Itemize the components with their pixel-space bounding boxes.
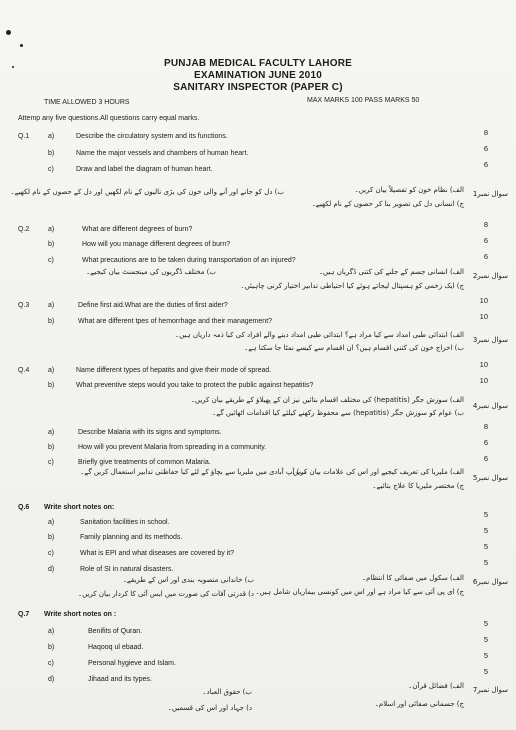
part-letter: c)	[48, 459, 54, 466]
part-letter: b)	[48, 444, 55, 451]
question-number: Q.1	[18, 133, 30, 140]
question-text: Define first aid.What are the duties of first aider?	[78, 302, 228, 309]
part-letter: a)	[48, 429, 55, 436]
marks: 5	[483, 526, 488, 535]
question-number: Q.3	[18, 302, 30, 309]
marks: 6	[483, 252, 488, 261]
question-text: Name the major vessels and chambers of human heart.	[76, 150, 249, 157]
paper-title: SANITARY INSPECTOR (PAPER C)	[173, 82, 343, 93]
marks: 8	[483, 128, 488, 137]
urdu-question-label: سوال نمبر4	[472, 402, 508, 410]
marks: 6	[483, 438, 488, 447]
part-letter: c)	[48, 257, 54, 264]
question-text: Jihaad and its types.	[88, 676, 152, 683]
marks: 8	[483, 220, 488, 229]
time-allowed: TIME ALLOWED 3 HOURS	[44, 99, 130, 106]
urdu-question-label: سوال نمبر3	[472, 336, 508, 344]
question-text: Haqooq ul ebaad.	[88, 644, 144, 651]
question-text: Role of SI in natural disasters.	[80, 566, 174, 573]
institution-title: PUNJAB MEDICAL FACULTY LAHORE	[163, 58, 353, 69]
urdu-question-text: ج) ایک زخمی کو ہسپتال لیجاتے ہوئے کیا احتیاطی تدابیر اختیار کرنی چاہیئں۔	[240, 282, 464, 290]
part-letter: c)	[48, 550, 54, 557]
urdu-question-text: د) قدرتی آفات کی صورت میں ایس آئی کا کردار بیان کریں۔	[78, 590, 254, 598]
marks: 5	[483, 651, 488, 660]
exam-title: EXAMINATION JUNE 2010	[194, 70, 322, 81]
urdu-question-label: سوال نمبر6	[472, 578, 508, 586]
question-text: Briefly give treatments of common Malaria.	[78, 459, 211, 466]
marks: 6	[483, 144, 488, 153]
question-text: Draw and label the diagram of human heart.	[76, 166, 213, 173]
marks: 6	[483, 236, 488, 245]
question-number: Q.4	[18, 367, 30, 374]
instructions: Attemp any five questions.All questions carry equal marks.	[18, 115, 200, 122]
urdu-question-label: سوال نمبر7	[472, 686, 508, 694]
marks: 5	[483, 619, 488, 628]
part-letter: a)	[48, 628, 55, 635]
marks: 10	[479, 296, 488, 305]
section-title: Write short notes on :	[44, 611, 117, 618]
question-text: How will you manage different degrees of burn?	[82, 241, 231, 248]
question-text: Describe the circulatory system and its functions.	[76, 133, 228, 140]
question-text: What are different degrees of burn?	[82, 226, 193, 233]
part-letter: a)	[48, 226, 55, 233]
urdu-question-text: الف) سوزش جگر (hepatitis) کی مختلف اقسام بتائیں نیز ان کے پھیلاؤ کے طریقے بیان کریں۔	[190, 396, 464, 404]
part-letter: b)	[48, 382, 55, 389]
marks: 10	[479, 360, 488, 369]
urdu-question-text: الف) فضائل قرآن۔	[408, 682, 464, 690]
marks: 10	[479, 376, 488, 385]
question-text: What preventive steps would you take to protect the public against hepatitis?	[76, 382, 314, 389]
marks: 5	[483, 510, 488, 519]
part-letter: b)	[48, 150, 55, 157]
part-letter: a)	[48, 519, 55, 526]
urdu-question-text: ب) مختلف ڈگریوں کی مینجمنٹ بیان کیجیے۔	[86, 268, 216, 276]
marks: 5	[483, 667, 488, 676]
marks: 8	[483, 422, 488, 431]
part-letter: b)	[48, 644, 55, 651]
question-text: Describe Malaria with its signs and symptoms.	[78, 429, 222, 436]
question-text: What precautions are to be taken during transportation of an injured?	[82, 257, 296, 264]
marks: 5	[483, 558, 488, 567]
part-letter: b)	[48, 318, 55, 325]
part-letter: b)	[48, 241, 55, 248]
part-letter: d)	[48, 676, 55, 683]
question-number: Q.6	[18, 504, 30, 511]
question-text: Name different types of hepatits and give their mode of spread.	[76, 367, 272, 374]
part-letter: d)	[48, 566, 55, 573]
urdu-question-text: د) جہاد اور اس کی قسمیں۔	[167, 704, 252, 712]
urdu-question-label: سوال نمبر1	[472, 190, 508, 198]
scan-speck	[6, 30, 11, 35]
question-text: Family planning and its methods.	[80, 534, 183, 541]
section-title: Write short notes on:	[44, 504, 115, 511]
max-marks: MAX MARKS 100 PASS MARKS 50	[307, 97, 420, 104]
marks: 6	[483, 454, 488, 463]
urdu-question-text: الف) ملیریا کی تعریف کیجیے اور اس کی علامات بیان کریں۔	[288, 468, 464, 476]
urdu-question-text: ج) جسمانی صفائی اور اسلام۔	[374, 700, 464, 708]
part-letter: a)	[48, 302, 55, 309]
urdu-question-text: ب) آپ آبادی میں ملیریا سے بچاؤ کے لئے کیا حفاظتی تدابیر استعمال کریں گے۔	[80, 468, 306, 476]
question-number: Q.2	[18, 226, 30, 233]
question-text: Sanitation facilities in school.	[80, 519, 170, 526]
part-letter: a)	[48, 133, 55, 140]
urdu-question-text: الف) نظام خون کو تفصیلاً بیان کریں۔	[354, 186, 464, 194]
question-text: Benifits of Quran.	[88, 628, 143, 635]
part-letter: a)	[48, 367, 55, 374]
marks: 5	[483, 635, 488, 644]
urdu-question-text: ج) انسانی دل کی تصویر بنا کر حصوں کے نام لکھیے۔	[311, 200, 464, 208]
urdu-question-label: سوال نمبر2	[472, 272, 508, 280]
urdu-question-text: ب) خاندانی منصوبہ بندی اور اس کے طریقے۔	[122, 576, 254, 584]
question-text: What are different tpes of hemorrhage and their management?	[78, 318, 273, 325]
urdu-question-text: ب) عوام کو سوزش جگر (hepatitis) سے محفوظ رکھنے کیلئے کیا اقدامات اٹھائیں گے۔	[212, 409, 464, 417]
urdu-question-label: سوال نمبر5	[472, 474, 508, 482]
part-letter: c)	[48, 166, 54, 173]
question-text: What is EPI and what diseases are covered by it?	[80, 550, 235, 557]
urdu-question-text: ب) دل کو جانے اور آنے والی خون کی بڑی نالیوں کے نام لکھیں اور دل کے حصوں کے نام لکھیے۔	[10, 188, 284, 196]
marks: 6	[483, 160, 488, 169]
urdu-question-text: ج) مختصر ملیریا کا علاج بتائیے۔	[372, 482, 464, 490]
marks: 5	[483, 542, 488, 551]
question-number: Q.7	[18, 611, 30, 618]
urdu-question-text: ب) اخراج خون کی کتنی اقسام ہیں؟ ان اقسام سے کیسے نمٹا جا سکتا ہے۔	[244, 344, 464, 352]
part-letter: c)	[48, 660, 54, 667]
question-text: Personal hygieve and Islam.	[88, 660, 176, 667]
part-letter: b)	[48, 534, 55, 541]
urdu-question-text: ب) حقوق العباد۔	[202, 688, 252, 696]
urdu-question-text: الف) سکول میں صفائی کا انتظام۔	[362, 574, 464, 582]
urdu-question-text: ج) ای پی آئی سے کیا مراد ہے اور اس میں کونسی بیماریاں شامل ہیں۔	[255, 588, 464, 596]
marks: 10	[479, 312, 488, 321]
scan-speck	[20, 44, 23, 47]
urdu-question-text: الف) انسانی جسم کے جلنے کی کتنی ڈگریاں ہیں۔	[318, 268, 464, 276]
urdu-question-text: الف) ابتدائی طبی امداد سے کیا مراد ہے؟ ابتدائی طبی امداد دینے والے افراد کی کیا ذمہ داریاں ہیں۔	[174, 331, 464, 339]
question-text: How will you prevent Malaria from spreading in a community.	[78, 444, 267, 451]
